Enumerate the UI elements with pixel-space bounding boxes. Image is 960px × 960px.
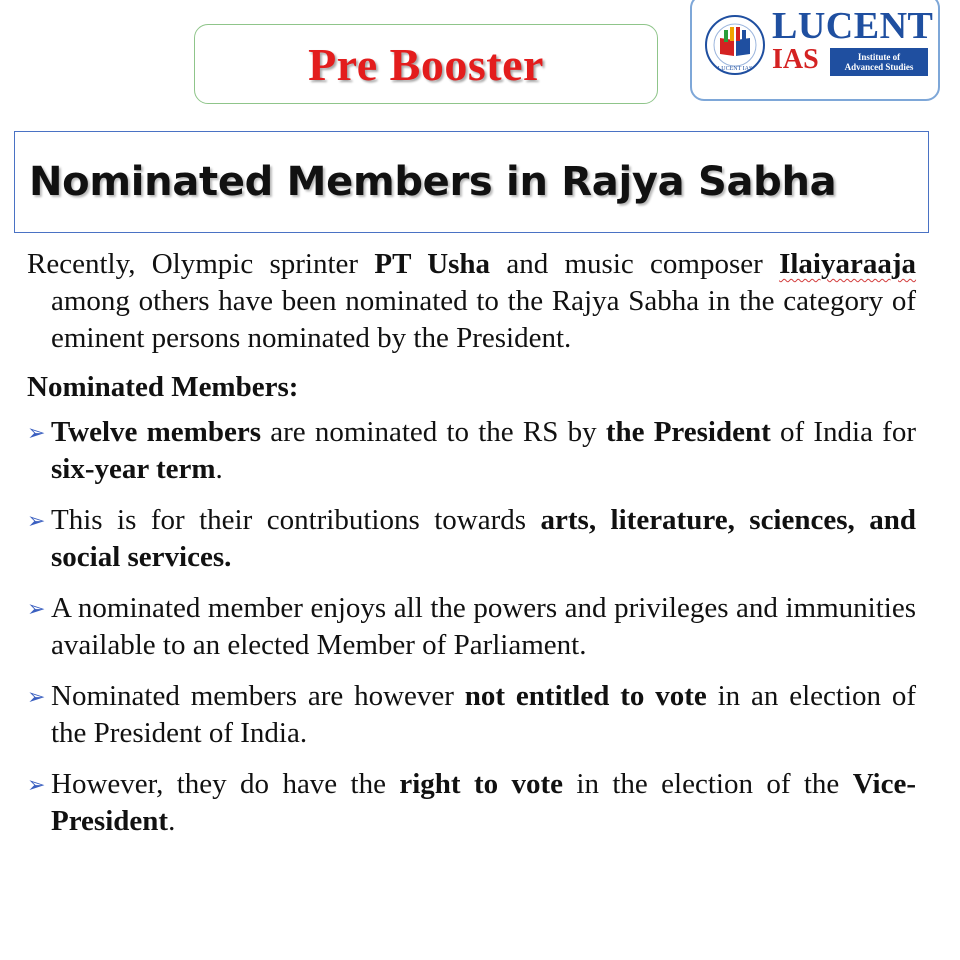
bullet-text: .	[168, 805, 176, 837]
intro-text-3: among others have been nominated to the Rajya Sabha in the category of eminent persons nominated by the President.	[51, 285, 916, 354]
bullet-text: are nominated to the RS by	[261, 416, 606, 448]
bullet-text: A nominated member enjoys all the powers and privileges and immunities available to an elected Member of Parliament.	[51, 592, 916, 661]
page-title: Nominated Members in Rajya Sabha	[29, 159, 837, 205]
arrow-bullet-icon: ➢	[27, 772, 46, 797]
bullet-bold: right to vote	[399, 768, 564, 800]
section-heading: Nominated Members:	[27, 371, 299, 403]
logo-tagline: Institute of Advanced Studies	[830, 48, 928, 76]
bullet-item	[27, 414, 916, 488]
pre-booster-banner	[194, 24, 658, 104]
logo-brand: LUCENT	[772, 5, 934, 47]
bullet-bold: six-year term	[51, 453, 216, 485]
bullet-item	[27, 502, 916, 576]
bullet-bold: Vice-President	[51, 768, 917, 837]
intro-text-1: Recently, Olympic sprinter	[27, 248, 375, 280]
arrow-bullet-icon: ➢	[27, 508, 46, 533]
bullet-text: Nominated members are however	[51, 680, 465, 712]
bullet-text: .	[215, 453, 223, 485]
pre-booster-label: Pre Booster	[308, 38, 544, 90]
bullet-bold: Twelve members	[51, 416, 261, 448]
bullet-text: of India for	[770, 416, 916, 448]
arrow-bullet-icon: ➢	[27, 684, 46, 709]
arrow-bullet-icon: ➢	[27, 420, 46, 445]
bullet-bold: arts, literature, sciences, and social services.	[51, 504, 916, 573]
bullet-bold: not entitled to vote	[464, 680, 707, 712]
bullet-text: in the election of the	[563, 768, 853, 800]
intro-name-pt-usha: PT Usha	[374, 248, 491, 280]
intro-paragraph	[27, 246, 916, 357]
bullet-item	[27, 678, 916, 752]
bullet-text: in an election of the President of India.	[51, 680, 917, 749]
bullet-text: This is for their contributions towards	[51, 504, 541, 536]
title-box	[14, 131, 929, 233]
intro-text-2: and music composer	[490, 248, 780, 280]
bullet-item	[27, 590, 916, 664]
emblem-text: LUCENT IAS	[717, 66, 753, 72]
bullet-bold: the President	[605, 416, 771, 448]
arrow-bullet-icon: ➢	[27, 596, 46, 621]
lucent-ias-logo	[690, 0, 940, 101]
bullet-item	[27, 766, 916, 840]
bullet-text: However, they do have the	[51, 768, 400, 800]
logo-sub-brand: IAS	[772, 44, 819, 75]
content-body	[27, 246, 916, 854]
lucent-emblem-icon	[704, 14, 766, 76]
intro-name-ilaiyaraaja: Ilaiyaraaja	[779, 248, 917, 280]
